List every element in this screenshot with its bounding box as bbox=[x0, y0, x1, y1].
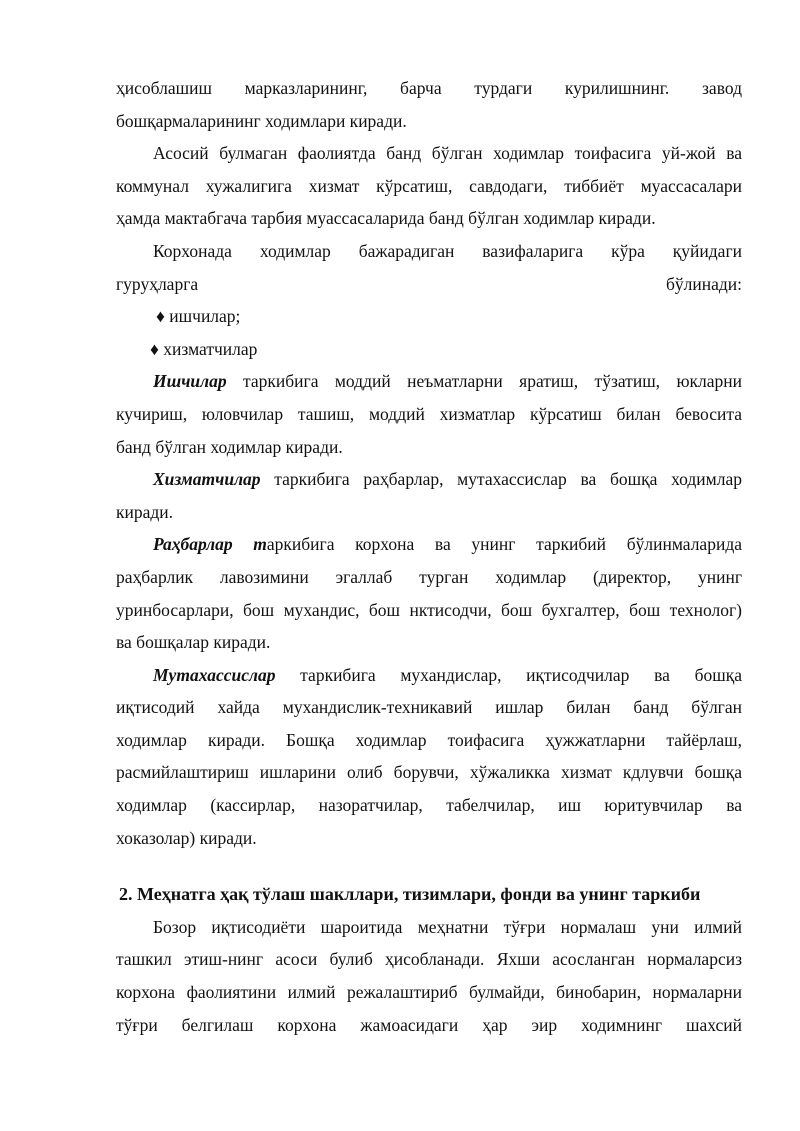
text-line: ҳамда мактабгача тарбия муассасаларида банд бўлган ходимлар киради. bbox=[116, 208, 656, 229]
paragraph-line bbox=[116, 463, 742, 496]
paragraph-line bbox=[116, 528, 742, 561]
text-line: корхона фаолиятини илмий режалаштириб булмайди, бинобарин, нормаларни bbox=[116, 982, 742, 1003]
text-fragment: бўлинади: bbox=[665, 273, 742, 294]
text-line: ходимлар киради. Бошқа ходимлар тоифасига ҳужжатларни тайёрлаш, bbox=[116, 729, 742, 750]
text-line: ходимлар (кассирлар, назоратчилар, табелчилар, иш юритувчилар ва bbox=[116, 795, 742, 816]
list-item-workers: ♦ ишчилар; bbox=[156, 306, 241, 327]
text-fragment: таркибига моддий неъматларни яратиш, тўзатиш, юкларни bbox=[226, 371, 742, 392]
text-fragment: аркибига корхона ва унинг таркибий бўлинмаларида bbox=[266, 534, 742, 555]
list-item-employees: ♦ хизматчилар bbox=[150, 338, 258, 359]
text-fragment: таркибига мухандислар, иқтисодчилар ва бошқа bbox=[275, 664, 742, 685]
term-specialists: Мутахассислар bbox=[153, 664, 276, 685]
text-line: хоказолар) киради. bbox=[116, 827, 257, 848]
document-body bbox=[116, 72, 742, 1041]
term-managers: Раҳбарлар т bbox=[153, 534, 267, 555]
text-line: уринбосарлари, бош мухандис, бош нктисодчи, бош бухгалтер, бош технолог) bbox=[116, 599, 742, 620]
text-fragment: гуруҳларга bbox=[116, 273, 199, 294]
text-fragment: таркибига раҳбарлар, мутахассислар ва бошқа ходимлар bbox=[260, 469, 742, 490]
text-line: бошқармаларининг ходимлари киради. bbox=[116, 110, 407, 131]
text-line bbox=[116, 268, 742, 301]
section-gap bbox=[116, 854, 742, 878]
paragraph-line bbox=[116, 659, 742, 692]
paragraph-line bbox=[116, 365, 742, 398]
text-line: ҳисоблашиш марказларининг, барча турдаги курилишнинг. завод bbox=[116, 78, 742, 98]
text-line: банд бўлган ходимлар киради. bbox=[116, 436, 343, 457]
text-line: раҳбарлик лавозимини эгаллаб турган ходимлар (директор, унинг bbox=[116, 566, 742, 587]
text-line: иқтисодий хайда мухандислик-техникавий ишлар билан банд бўлган bbox=[116, 697, 742, 718]
term-workers: Ишчилар bbox=[153, 371, 227, 392]
paragraph-line: Корхонада ходимлар бажарадиган вазифаларига кўра қуйидаги bbox=[153, 240, 742, 261]
text-line: расмийлаштириш ишларини олиб борувчи, хўжаликка хизмат кдлувчи бошқа bbox=[116, 762, 742, 783]
text-line: тўғри белгилаш корхона жамоасидаги ҳар эир ходимнинг шахсий bbox=[116, 1014, 742, 1035]
paragraph-line: Бозор иқтисодиёти шароитида меҳнатни тўғри нормалаш уни илмий bbox=[153, 916, 742, 937]
text-line: ташкил этиш-нинг асоси булиб ҳисобланади. Яхши асосланган нормаларсиз bbox=[116, 949, 742, 970]
text-line: ва бошқалар киради. bbox=[116, 632, 271, 653]
text-line: киради. bbox=[116, 501, 174, 522]
text-line: коммунал хужалигига хизмат кўрсатиш, савдодаги, тиббиёт муассасалари bbox=[116, 175, 742, 196]
term-employees: Хизматчилар bbox=[153, 469, 261, 490]
paragraph-line: Асосий булмаган фаолиятда банд бўлган ходимлар тоифасига уй-жой ва bbox=[153, 143, 742, 164]
text-line: кучириш, юловчилар ташиш, моддий хизматлар кўрсатиш билан бевосита bbox=[116, 403, 742, 424]
section-heading: 2. Меҳнатга ҳақ тўлаш шакллари, тизимлари, фонди ва унинг таркиби bbox=[119, 884, 701, 905]
